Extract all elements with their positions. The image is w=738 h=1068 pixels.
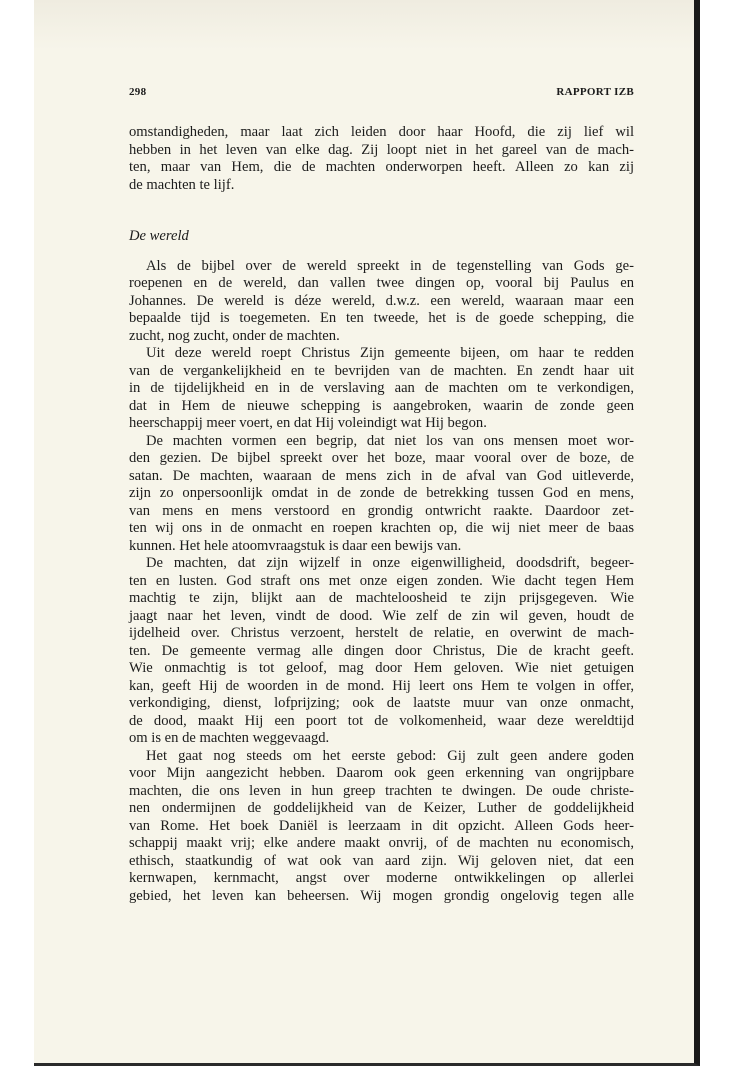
paragraph-line: voor Mijn aangezicht hebben. Daarom ook geen erkenning van ongrijpbare <box>129 765 634 781</box>
paragraph-line: dat in Hem de nieuwe schepping is aangebroken, waarin de zonde geen <box>129 397 634 414</box>
paragraph-line: den gezien. De bijbel spreekt over het boze, maar vooral over de boze, de <box>129 450 634 466</box>
paragraph-line: verkondiging, dienst, lofprijzing; ook de laatste muur van onze onmacht, <box>129 695 634 711</box>
paragraph-line: de dood, maakt Hij een poort tot de volkomenheid, waar deze wereldtijd <box>129 712 634 729</box>
paragraph-line: machten, die ons leven in hun greep trachten te dwingen. De oude christe- <box>129 782 634 799</box>
paragraph-line: kan, geeft Hij de woorden in de mond. Hij leert ons Hem te volgen in offer, <box>129 677 634 694</box>
paragraph-line: jaagt naar het leven, vindt de dood. Wie zelf de zin wil geven, houdt de <box>129 607 634 624</box>
intro-line: de machten te lijf. <box>129 176 235 193</box>
paragraph-line: van mens en mens verstoord en grondig ontwricht raakte. Daardoor zet- <box>129 502 634 519</box>
paragraph-line: roepenen en de wereld, dan vallen twee dingen op, vooral bij Paulus en <box>129 275 634 291</box>
running-title: RAPPORT IZB <box>556 86 634 98</box>
paragraph-line: ten. De gemeente vermag alle dingen door Christus, Die de kracht geeft. <box>129 642 634 659</box>
paragraph-line: Als de bijbel over de wereld spreekt in de tegenstelling van Gods ge- <box>146 257 634 274</box>
paragraph-line: zijn zo onpersoonlijk omdat in de zonde de betrekking tussen God en mens, <box>129 485 634 501</box>
paragraph-line: De machten, dat zijn wijzelf in onze eigenwilligheid, doodsdrift, begeer- <box>146 555 634 571</box>
paragraph-line: machtig te zijn, blijkt aan de machteloosheid te zijn prijsgegeven. Wie <box>129 590 634 606</box>
paragraph-line: De machten vormen een begrip, dat niet los van ons mensen moet wor- <box>146 432 634 449</box>
paragraph-line: heerschappij meer voert, en dat Hij voleindigt wat Hij begon. <box>129 415 487 431</box>
paragraph-line: ten wij ons in de onmacht en roepen krachten op, die wij niet meer de baas <box>129 520 634 536</box>
intro-line: hebben in het leven van elke dag. Zij loopt niet in het gareel van de mach- <box>129 141 634 158</box>
paragraph-line: kernwapen, kernmacht, angst over moderne ontwikkelingen op allerlei <box>129 870 634 886</box>
paragraph-line: Het gaat nog steeds om het eerste gebod: Gij zult geen andere goden <box>146 747 634 764</box>
paragraph-line: van Rome. Het boek Daniël is leerzaam in dit opzicht. Alleen Gods heer- <box>129 817 634 834</box>
paragraph-line: Wie onmachtig is tot geloof, mag door Hem geloven. Wie niet getuigen <box>129 660 634 676</box>
section-spacer <box>129 194 634 228</box>
paragraph-line: ethisch, staatkundig of wat ook van aard zijn. Wij geloven niet, dat een <box>129 852 634 869</box>
paragraph-line: in de tijdelijkheid en in de verslaving aan de machten om te verkondigen, <box>129 380 634 396</box>
paragraph-line: satan. De machten, waaraan de mens zich in de afval van God uitleverde, <box>129 467 634 484</box>
paragraph-line: gebied, het leven kan beheersen. Wij mogen grondig ongelovig tegen alle <box>129 887 634 904</box>
text-block <box>129 86 634 905</box>
running-head <box>129 86 634 106</box>
intro-line: omstandigheden, maar laat zich leiden door haar Hoofd, die zij lief wil <box>129 124 634 140</box>
paragraph-line: bepaalde tijd is toegemeten. En ten tweede, het is de goede schepping, die <box>129 310 634 326</box>
page-number: 298 <box>129 86 147 98</box>
paragraph-line: ten en lusten. God straft ons met onze eigen zonden. Wie dacht tegen Hem <box>129 572 634 589</box>
document-page <box>34 0 700 1066</box>
paragraph-line: schappij maakt vrij; elke andere maakt onvrij, of de machten nu economisch, <box>129 835 634 851</box>
paragraph-line: nen ondermijnen de goddelijkheid van de Keizer, Luther de goddelijkheid <box>129 800 634 816</box>
heading-spacer <box>129 246 634 258</box>
paragraph-line: om is en de machten weggevaagd. <box>129 730 330 746</box>
body-text <box>129 124 634 905</box>
paragraph-line: ijdelheid over. Christus verzoent, herstelt de relatie, en overwint de mach- <box>129 625 634 641</box>
paragraph-line: zucht, nog zucht, onder de machten. <box>129 327 340 344</box>
page-top-band <box>34 0 694 50</box>
paragraph-line: Johannes. De wereld is déze wereld, d.w.z. een wereld, waaraan maar een <box>129 292 634 309</box>
paragraph-line: van de vergankelijkheid en te bevrijden van de machten. En zendt haar uit <box>129 362 634 379</box>
paragraph-line: Uit deze wereld roept Christus Zijn gemeente bijeen, om haar te redden <box>146 345 634 361</box>
paragraph-line: kunnen. Het hele atoomvraagstuk is daar een bewijs van. <box>129 537 462 554</box>
section-heading: De wereld <box>129 228 189 244</box>
intro-line: ten, maar van Hem, die de machten onderworpen heeft. Alleen zo kan zij <box>129 159 634 175</box>
